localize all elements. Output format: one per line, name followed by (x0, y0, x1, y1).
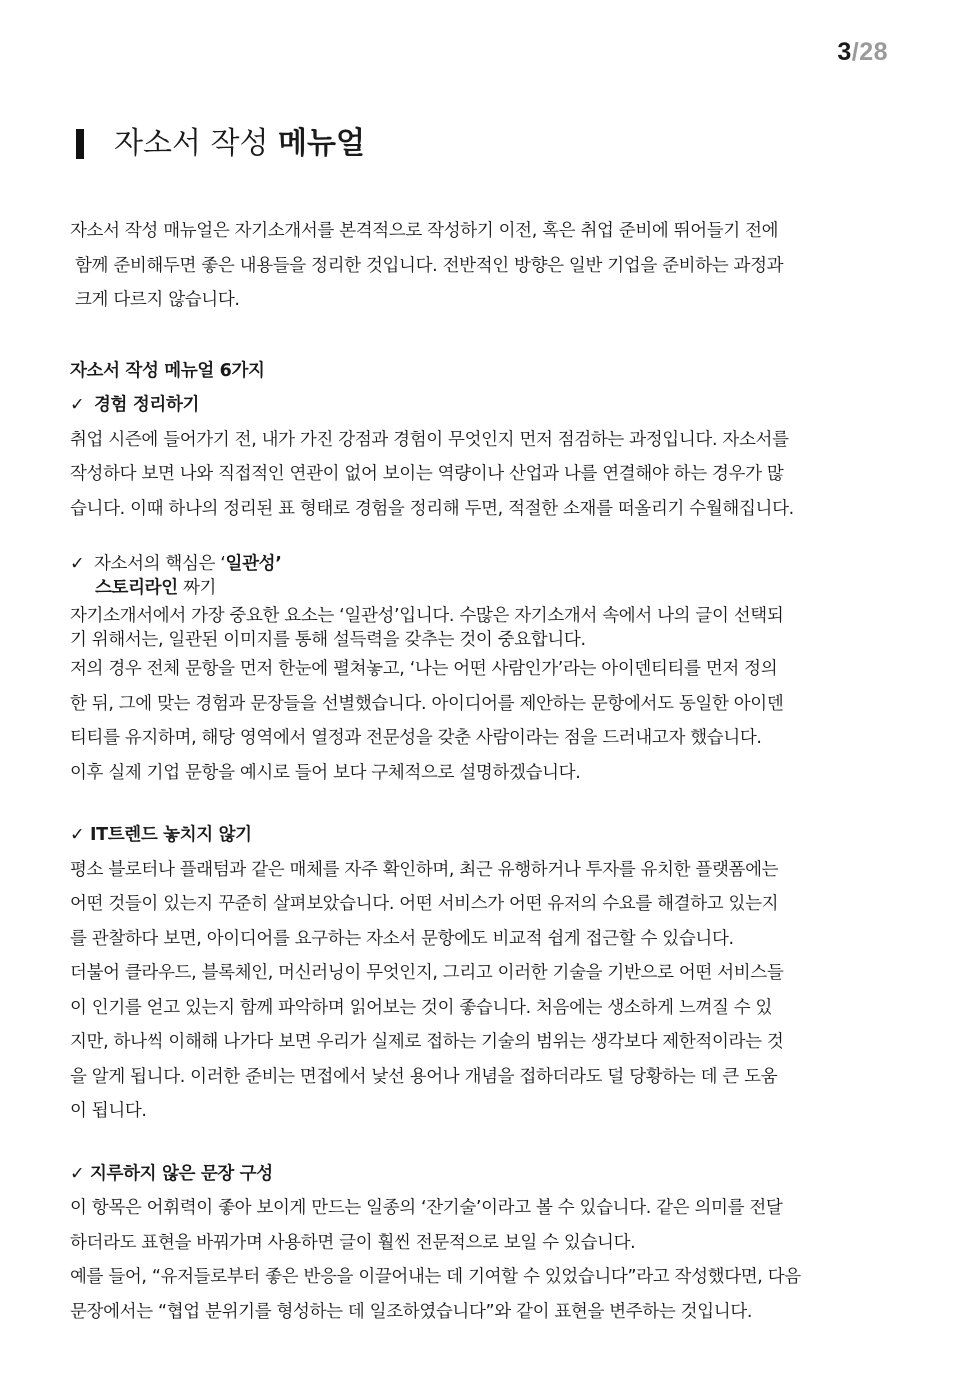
item-1-line-1: 취업 시즌에 들어가기 전, 내가 가진 강점과 경험이 무엇인지 먼저 점검하는 과정입니다. 자소서를 (70, 429, 789, 450)
item-2-heading-bold: 일관성’ (225, 554, 282, 574)
title-bar-decoration (76, 129, 84, 159)
item-3-line-5: 이 인기를 얻고 있는지 함께 파악하며 읽어보는 것이 좋습니다. 처음에는 생소하게 느껴질 수 있 (70, 997, 773, 1018)
item-2-heading-line-2-normal: 짜기 (177, 578, 217, 598)
item-3-line-4: 더불어 클라우드, 블록체인, 머신러닝이 무엇인지, 그리고 이러한 기술을 기반으로 어떤 서비스들 (70, 963, 784, 983)
item-1-heading-text: 경험 정리하기 (94, 395, 200, 415)
check-icon: ✓ (70, 554, 85, 574)
item-2-heading-line-2-bold: 스토리라인 (95, 578, 178, 598)
item-1-line-2: 작성하다 보면 나와 직접적인 연관이 없어 보이는 역량이나 산업과 나를 연결해야 하는 경우가 많 (70, 464, 784, 484)
item-4-line-3: 예를 들어, “유저들로부터 좋은 반응을 이끌어내는 데 기여할 수 있었습니다”라고 작성했다면, 다음 (70, 1267, 801, 1287)
item-3-line-8: 이 됩니다. (70, 1101, 147, 1121)
page-number-total: 28 (859, 38, 888, 66)
page-number-current: 3 (837, 38, 852, 66)
item-3-line-1: 평소 블로터나 플래텀과 같은 매체를 자주 확인하며, 최근 유행하거나 투자를 유치한 플랫폼에는 (70, 859, 779, 880)
page-number-separator: / (851, 38, 860, 66)
page-title (76, 124, 365, 164)
check-icon: ✓ (70, 825, 85, 845)
item-2-heading-line-1 (70, 552, 904, 576)
item-1-line-3: 습니다. 이때 하나의 정리된 표 형태로 경험을 정리해 두면, 적절한 소재를 떠올리기 수월해집니다. (70, 498, 794, 519)
item-3-line-7: 을 알게 됩니다. 이러한 준비는 면접에서 낯선 용어나 개념을 접하더라도 덜 당황하는 데 큰 도움 (70, 1066, 778, 1087)
item-3-line-6: 지만, 하나씩 이해해 나가다 보면 우리가 실제로 접하는 기술의 범위는 생각보다 제한적이라는 것 (70, 1032, 784, 1052)
item-3-line-2: 어떤 것들이 있는지 꾸준히 살펴보았습니다. 어떤 서비스가 어떤 유저의 수요를 해결하고 있는지 (70, 894, 779, 914)
page-title-normal: 자소서 작성 (114, 126, 269, 161)
item-4-heading-text: 지루하지 않은 문장 구성 (90, 1163, 273, 1184)
item-2-heading-normal: 자소서의 핵심은 ‘ (94, 554, 226, 574)
item-4-heading (70, 1157, 904, 1192)
check-icon: ✓ (70, 395, 85, 415)
item-2-line-2: 한 뒤, 그에 맞는 경험과 문장들을 선별했습니다. 아이디어를 제안하는 문항에서도 동일한 아이덴 (70, 693, 784, 714)
item-2-heading-line-2 (70, 576, 904, 600)
item-3-heading-text: IT트렌드 놓치지 않기 (90, 825, 252, 845)
item-3-heading (70, 818, 904, 853)
item-4-line-4: 문장에서는 “협업 분위기를 형성하는 데 일조하였습니다”와 같이 표현을 변주하는 것입니다. (70, 1301, 753, 1322)
item-3-line-3: 를 관찰하다 보면, 아이디어를 요구하는 자소서 문항에도 비교적 쉽게 접근할 수 있습니다. (70, 928, 734, 949)
intro-line-1: 자소서 작성 매뉴얼은 자기소개서를 본격적으로 작성하기 이전, 혹은 취업 준비에 뛰어들기 전에 (70, 221, 779, 241)
item-2-line-4: 이후 실제 기업 문항을 예시로 들어 보다 구체적으로 설명하겠습니다. (70, 762, 581, 783)
page-number (837, 38, 888, 67)
item-4-line-2: 하더라도 표현을 바꿔가며 사용하면 글이 훨씬 전문적으로 보일 수 있습니다. (70, 1232, 636, 1253)
page-title-bold: 메뉴얼 (277, 126, 365, 161)
document-body (70, 214, 904, 1329)
item-4-line-1: 이 항목은 어휘력이 좋아 보이게 만드는 일종의 ‘잔기술’이라고 볼 수 있습니다. 같은 의미를 전달 (70, 1198, 783, 1218)
item-1-heading (70, 388, 904, 423)
item-2-tight-line-2: 기 위해서는, 일관된 이미지를 통해 설득력을 갖추는 것이 중요합니다. (70, 630, 586, 650)
section-title: 자소서 작성 메뉴얼 6가지 (70, 360, 265, 381)
intro-line-3: 크게 다르지 않습니다. (75, 290, 240, 310)
intro-line-2: 함께 준비해두면 좋은 내용들을 정리한 것입니다. 전반적인 방향은 일반 기업을 준비하는 과정과 (75, 255, 784, 276)
check-icon: ✓ (70, 1163, 85, 1184)
item-2-tight-line-1: 자기소개서에서 가장 중요한 요소는 ‘일관성’입니다. 수많은 자기소개서 속에서 나의 글이 선택되 (70, 606, 784, 626)
item-2-line-1: 저의 경우 전체 문항을 먼저 한눈에 펼쳐놓고, ‘나는 어떤 사람인가’라는 아이덴티티를 먼저 정의 (70, 659, 778, 679)
item-2-line-3: 티티를 유지하며, 해당 영역에서 열정과 전문성을 갖춘 사람이라는 점을 드러내고자 했습니다. (70, 728, 762, 748)
